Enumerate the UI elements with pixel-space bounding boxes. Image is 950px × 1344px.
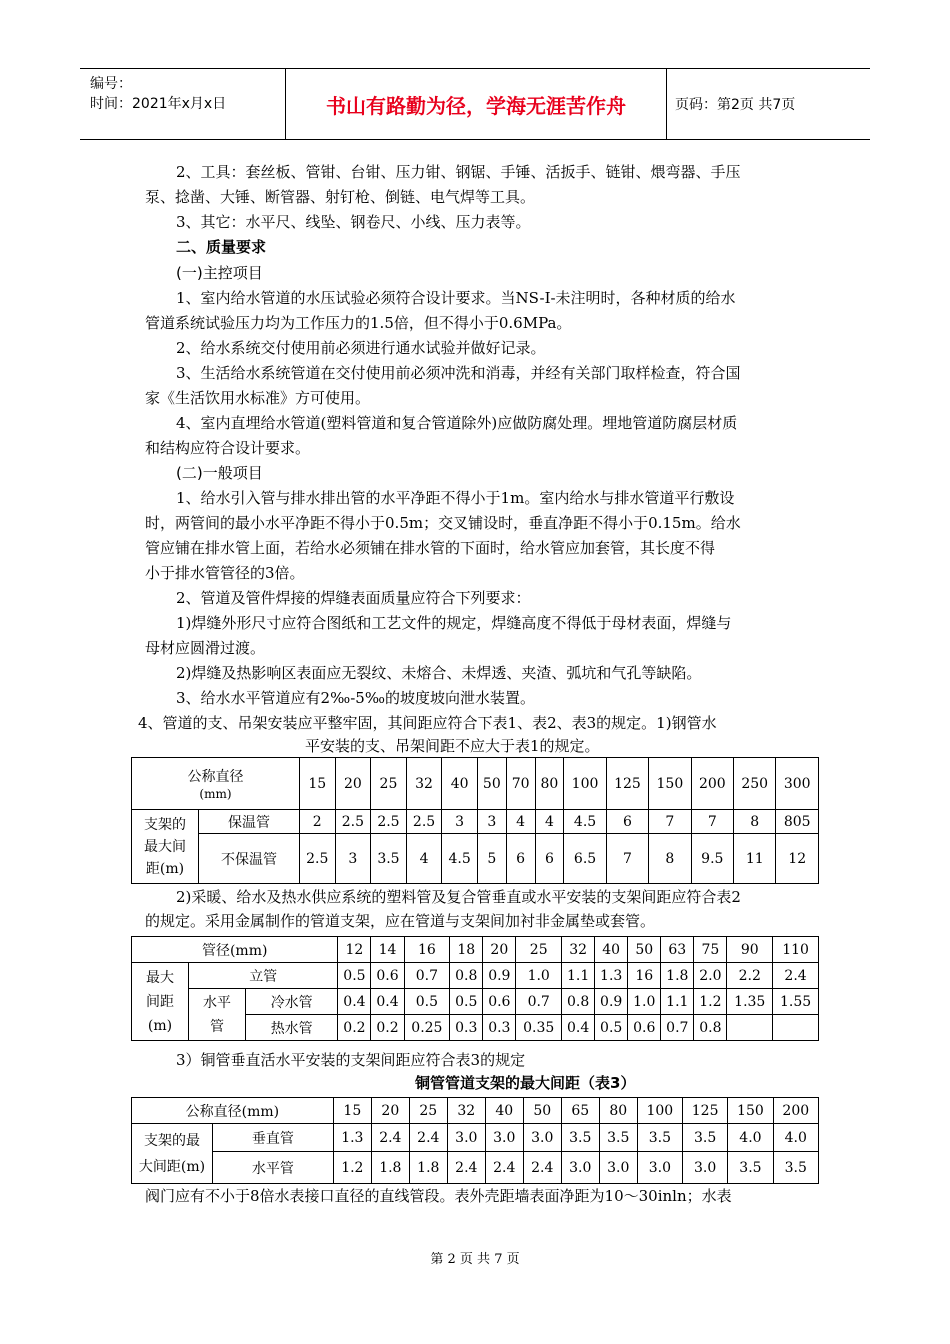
table1-cell: 9.5 [691, 834, 733, 884]
table1-size: 70 [506, 758, 535, 810]
table3-size: 65 [561, 1098, 599, 1124]
table2-cell: 1.0 [628, 989, 661, 1015]
table3-group-label-line: 大间距(m) [138, 1158, 206, 1175]
table2-cell: 0.9 [483, 963, 516, 989]
paragraph-line: 2)采暖、给水及热水供应系统的塑料管及复合管垂直或水平安装的支架间距应符合表2 [176, 888, 741, 906]
table2-cell: 0.25 [404, 1015, 450, 1041]
table3-caption: 铜管管道支架的最大间距（表3） [415, 1074, 636, 1092]
table2-cell: 0.4 [371, 989, 404, 1015]
paragraph-line: 管应铺在排水管上面，若给水必须铺在排水管的下面时，给水管应加套管，其长度不得 [145, 539, 716, 557]
table2-group-label-line: 间距 [146, 993, 174, 1010]
table2-horizontal-label-line: 水平 [203, 994, 231, 1011]
table1-cell: 8 [734, 810, 776, 834]
table2-size: 63 [661, 937, 694, 963]
paragraph-line: 2、工具：套丝板、管钳、台钳、压力钳、钢锯、手锤、活扳手、链钳、煨弯器、手压 [176, 163, 741, 181]
table1-size: 40 [442, 758, 478, 810]
page-footer: 第 2 页 共 7 页 [430, 1252, 520, 1267]
table2-size: 40 [595, 937, 628, 963]
table1-cell: 11 [734, 834, 776, 884]
paragraph-line: 和结构应符合设计要求。 [145, 439, 311, 457]
table1-row-label-line: 支架的 [144, 816, 186, 833]
table1-cell: 4 [506, 810, 535, 834]
table3-cell: 2.4 [523, 1152, 561, 1184]
table3-size: 40 [485, 1098, 523, 1124]
copper-pipe-support-table [131, 1097, 819, 1184]
table2-cell [727, 1015, 773, 1041]
table2-horizontal-label-line: 管 [210, 1018, 224, 1035]
table2-size: 110 [773, 937, 819, 963]
table2-horizontal-label [189, 989, 246, 1041]
table2-cell: 0.2 [338, 1015, 371, 1041]
table2-cell: 0.35 [516, 1015, 562, 1041]
table2-cell: 0.3 [450, 1015, 483, 1041]
table2-cell: 2.4 [773, 963, 819, 989]
paragraph-line: 母材应圆滑过渡。 [145, 639, 266, 657]
table1-row-label-line: 距(m) [145, 860, 185, 877]
table2-cold-label: 冷水管 [246, 989, 338, 1015]
table2-cell: 0.8 [694, 1015, 727, 1041]
table1-head-unit: (mm) [199, 786, 232, 801]
table1-cell: 3 [335, 834, 371, 884]
paragraph-line: 3、给水水平管道应有2‰-5‰的坡度坡向泄水装置。 [176, 689, 535, 707]
table1-cell: 6 [606, 810, 648, 834]
table1-cell: 4.5 [564, 810, 606, 834]
table3-vertical-label: 垂直管 [213, 1124, 334, 1152]
table3-size: 20 [371, 1098, 409, 1124]
table1-caption: 平安装的支、吊架间距不应大于表1的规定。 [305, 737, 600, 755]
paragraph-line: 1、给水引入管与排水排出管的水平净距不得小于1m。室内给水与排水管道平行敷设 [176, 489, 735, 507]
table2-cell: 0.4 [338, 989, 371, 1015]
paragraph-line: 时，两管间的最小水平净距不得小于0.5m；交叉铺设时，垂直净距不得小于0.15m。给水 [145, 514, 741, 532]
table2-cell: 0.6 [483, 989, 516, 1015]
table1-size: 50 [477, 758, 506, 810]
section-heading: 二、质量要求 [176, 238, 267, 256]
table1-cell: 3 [477, 810, 506, 834]
table1-size: 100 [564, 758, 606, 810]
table1-cell: 2.5 [299, 834, 335, 884]
table2-size: 12 [338, 937, 371, 963]
table2-cell: 1.8 [661, 963, 694, 989]
table1-cell: 12 [776, 834, 819, 884]
table1-cell: 6.5 [564, 834, 606, 884]
table3-cell: 1.3 [333, 1124, 371, 1152]
table1-size: 32 [406, 758, 442, 810]
table1-size: 80 [535, 758, 564, 810]
paragraph-line: 泵、捻凿、大锤、断管器、射钉枪、倒链、电气焊等工具。 [145, 188, 536, 206]
table3-size: 100 [637, 1098, 682, 1124]
table1-uninsulated-label: 不保温管 [199, 834, 300, 884]
table3-size: 80 [599, 1098, 637, 1124]
table2-cell: 1.35 [727, 989, 773, 1015]
table2-cell: 0.2 [371, 1015, 404, 1041]
table1-cell: 3.5 [371, 834, 407, 884]
table3-size: 50 [523, 1098, 561, 1124]
table2-cell: 0.7 [516, 989, 562, 1015]
table1-size: 125 [606, 758, 648, 810]
table1-cell: 6 [535, 834, 564, 884]
header-meta [80, 69, 286, 139]
table1-row-label-line: 最大间 [144, 838, 186, 855]
table3-horizontal-label: 水平管 [213, 1152, 334, 1184]
table2-cell: 0.3 [483, 1015, 516, 1041]
table3-cell: 1.8 [409, 1152, 447, 1184]
table3-size: 15 [333, 1098, 371, 1124]
table2-hot-label: 热水管 [246, 1015, 338, 1041]
table1-insulated-label: 保温管 [199, 810, 300, 834]
table2-cell: 1.2 [694, 989, 727, 1015]
table2-size: 25 [516, 937, 562, 963]
paragraph-line: 管道系统试验压力均为工作压力的1.5倍，但不得小于0.6MPa。 [145, 314, 572, 332]
table3-cell: 1.8 [371, 1152, 409, 1184]
table3-cell: 3.0 [523, 1124, 561, 1152]
paragraph-line: 4、管道的支、吊架安装应平整牢固，其间距应符合下表1、表2、表3的规定。1)钢管水 [138, 714, 717, 732]
table2-cell: 0.7 [404, 963, 450, 989]
table2-head-label: 管径(mm) [132, 937, 338, 963]
table3-group-label [132, 1124, 213, 1184]
table2-cell: 0.6 [628, 1015, 661, 1041]
code-label: 编号： [90, 76, 132, 92]
table2-size: 90 [727, 937, 773, 963]
table3-cell: 3.5 [561, 1124, 599, 1152]
table2-cell [773, 1015, 819, 1041]
paragraph-line: 4、室内直埋给水管道(塑料管道和复合管道除外)应做防腐处理。埋地管道防腐层材质 [176, 414, 738, 432]
paragraph-line: 小于排水管管径的3倍。 [145, 564, 305, 582]
table2-cell: 0.7 [661, 1015, 694, 1041]
table3-cell: 2.4 [409, 1124, 447, 1152]
paragraph-line: 3）铜管垂直活水平安装的支架间距应符合表3的规定 [176, 1051, 526, 1069]
table2-cell: 0.8 [562, 989, 595, 1015]
table2-size: 20 [483, 937, 516, 963]
table3-group-label-line: 支架的最 [144, 1132, 200, 1149]
table3-cell: 3.5 [599, 1124, 637, 1152]
table1-cell: 2 [299, 810, 335, 834]
table2-cell: 2.2 [727, 963, 773, 989]
paragraph-line: 1)焊缝外形尺寸应符合图纸和工艺文件的规定，焊缝高度不得低于母材表面，焊缝与 [176, 614, 732, 632]
table3-cell: 3.5 [683, 1124, 728, 1152]
table1-cell: 6 [506, 834, 535, 884]
paragraph-line: 1、室内给水管道的水压试验必须符合设计要求。当NS-I-未注明时，各种材质的给水 [176, 289, 736, 307]
table1-head-label: 公称直径 [187, 768, 244, 785]
date-label: 时间：2021年x月x日 [90, 96, 227, 112]
table2-size: 75 [694, 937, 727, 963]
table3-cell: 3.5 [728, 1152, 773, 1184]
table3-size: 32 [447, 1098, 485, 1124]
table2-cell: 1.3 [595, 963, 628, 989]
table2-size: 18 [450, 937, 483, 963]
table3-cell: 3.5 [637, 1124, 682, 1152]
table2-vertical-label: 立管 [189, 963, 338, 989]
table2-cell: 16 [628, 963, 661, 989]
table3-head-label: 公称直径(mm) [132, 1098, 334, 1124]
plastic-pipe-support-table [131, 936, 819, 1041]
table3-cell: 3.0 [447, 1124, 485, 1152]
table1-cell: 7 [606, 834, 648, 884]
table1-row-label [132, 810, 199, 884]
table1-size: 15 [299, 758, 335, 810]
table3-cell: 3.0 [485, 1124, 523, 1152]
table3-size: 125 [683, 1098, 728, 1124]
table1-head-cell [132, 758, 300, 810]
paragraph-line: 的规定。采用金属制作的管道支架，应在管道与支架间加衬非金属垫或套管。 [145, 912, 656, 930]
table1-cell: 8 [649, 834, 691, 884]
paragraph-line: 3、其它：水平尺、线坠、钢卷尺、小线、压力表等。 [176, 213, 531, 231]
subsection-heading: (一)主控项目 [176, 264, 263, 282]
paragraph-line: 阀门应有不小于8倍水表接口直径的直线管段。表外壳距墙表面净距为10～30inln；水表 [145, 1187, 732, 1205]
table1-size: 25 [371, 758, 407, 810]
table3-cell: 3.0 [561, 1152, 599, 1184]
table2-cell: 0.5 [450, 989, 483, 1015]
header-motto: 书山有路勤为径，学海无涯苦作舟 [286, 69, 667, 139]
table3-cell: 3.0 [599, 1152, 637, 1184]
table2-cell: 0.4 [562, 1015, 595, 1041]
subsection-heading: (二)一般项目 [176, 464, 263, 482]
paragraph-line: 2、给水系统交付使用前必须进行通水试验并做好记录。 [176, 339, 546, 357]
table1-cell: 7 [649, 810, 691, 834]
table2-group-label [132, 963, 189, 1041]
table1-cell: 3 [442, 810, 478, 834]
table1-size: 250 [734, 758, 776, 810]
table3-size: 25 [409, 1098, 447, 1124]
steel-pipe-support-table [131, 757, 819, 884]
table1-cell: 5 [477, 834, 506, 884]
table3-cell: 4.0 [773, 1124, 818, 1152]
table1-cell: 805 [776, 810, 819, 834]
table1-cell: 2.5 [371, 810, 407, 834]
table3-cell: 3.5 [773, 1152, 818, 1184]
table3-cell: 1.2 [333, 1152, 371, 1184]
table1-cell: 7 [691, 810, 733, 834]
table2-cell: 2.0 [694, 963, 727, 989]
paragraph-line: 家《生活饮用水标准》方可使用。 [145, 389, 371, 407]
paragraph-line: 2)焊缝及热影响区表面应无裂纹、未熔合、未焊透、夹渣、弧坑和气孔等缺陷。 [176, 664, 702, 682]
table1-size: 200 [691, 758, 733, 810]
table2-size: 14 [371, 937, 404, 963]
table2-group-label-line: 最大 [146, 969, 174, 986]
table2-cell: 0.5 [595, 1015, 628, 1041]
paragraph-line: 2、管道及管件焊接的焊缝表面质量应符合下列要求： [176, 589, 531, 607]
table3-cell: 3.0 [637, 1152, 682, 1184]
table2-cell: 0.5 [404, 989, 450, 1015]
table1-cell: 2.5 [335, 810, 371, 834]
table2-size: 16 [404, 937, 450, 963]
table1-cell: 4 [535, 810, 564, 834]
table2-cell: 0.6 [371, 963, 404, 989]
page-header [80, 68, 870, 140]
table1-cell: 4 [406, 834, 442, 884]
table1-size: 20 [335, 758, 371, 810]
table1-cell: 4.5 [442, 834, 478, 884]
table2-cell: 1.1 [562, 963, 595, 989]
table2-cell: 0.5 [338, 963, 371, 989]
table2-cell: 1.55 [773, 989, 819, 1015]
table2-group-label-line: (m) [147, 1017, 173, 1034]
table2-size: 50 [628, 937, 661, 963]
table1-size: 150 [649, 758, 691, 810]
table3-cell: 4.0 [728, 1124, 773, 1152]
paragraph-line: 3、生活给水系统管道在交付使用前必须冲洗和消毒，并经有关部门取样检查，符合国 [176, 364, 741, 382]
table3-cell: 2.4 [371, 1124, 409, 1152]
table2-cell: 1.0 [516, 963, 562, 989]
table3-size: 150 [728, 1098, 773, 1124]
table2-cell: 0.8 [450, 963, 483, 989]
table3-cell: 3.0 [683, 1152, 728, 1184]
table2-cell: 0.9 [595, 989, 628, 1015]
header-page-info: 页码：第2页 共7页 [675, 97, 796, 113]
table2-cell: 1.1 [661, 989, 694, 1015]
table3-cell: 2.4 [485, 1152, 523, 1184]
table2-size: 32 [562, 937, 595, 963]
table3-cell: 2.4 [447, 1152, 485, 1184]
table1-size: 300 [776, 758, 819, 810]
table3-size: 200 [773, 1098, 818, 1124]
table1-cell: 2.5 [406, 810, 442, 834]
